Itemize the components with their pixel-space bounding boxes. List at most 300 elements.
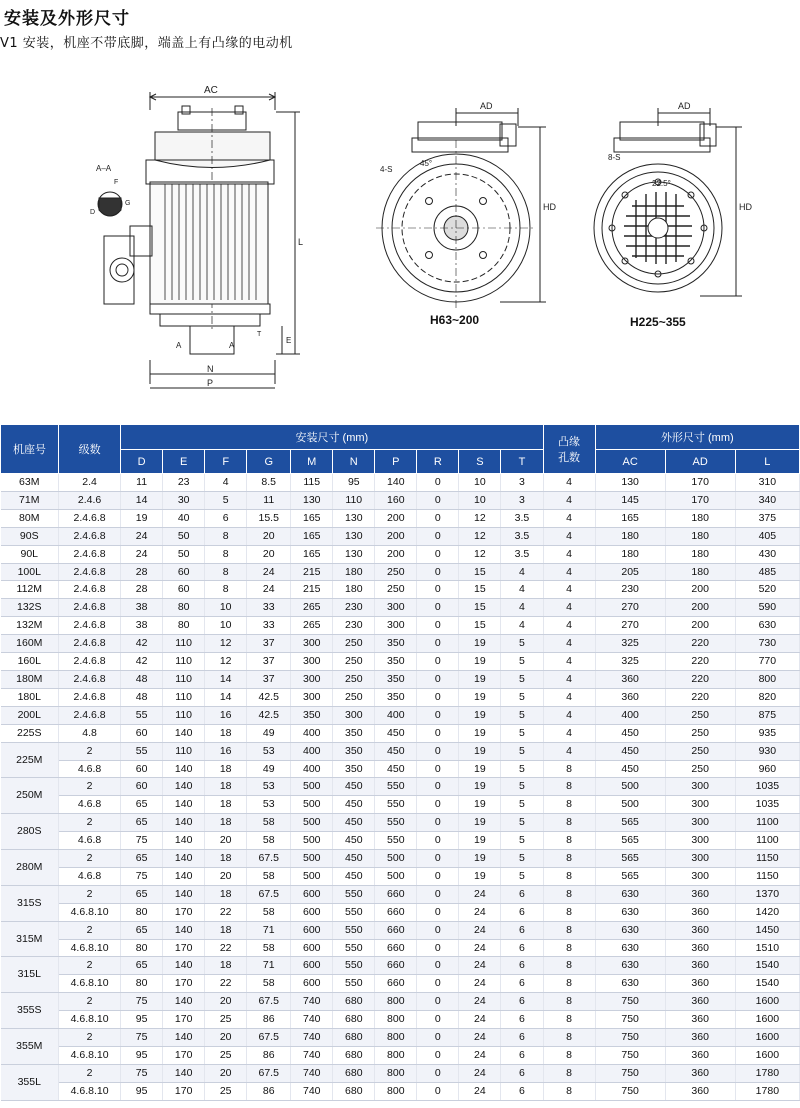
cell-holes: 8: [543, 957, 595, 975]
cell-m: 740: [291, 1082, 333, 1100]
cell-s: 19: [459, 796, 501, 814]
cell-holes: 4: [543, 688, 595, 706]
cell-l: 1370: [735, 885, 799, 903]
cell-poles: 2: [59, 921, 121, 939]
cell-t: 5: [501, 796, 543, 814]
cell-poles: 4.6.8: [59, 796, 121, 814]
cell-f: 16: [205, 706, 247, 724]
cell-ac: 500: [595, 778, 665, 796]
cell-ac: 180: [595, 545, 665, 563]
cell-e: 140: [163, 957, 205, 975]
table-row: [1, 975, 800, 993]
cell-f: 8: [205, 527, 247, 545]
cell-e: 60: [163, 563, 205, 581]
cell-poles: 4.6.8.10: [59, 939, 121, 957]
cell-holes: 8: [543, 850, 595, 868]
cell-n: 450: [333, 814, 375, 832]
dim-t-label: T: [257, 331, 262, 338]
cell-n: 450: [333, 850, 375, 868]
cell-f: 8: [205, 545, 247, 563]
cell-l: 960: [735, 760, 799, 778]
header-col-e: E: [163, 450, 205, 474]
cell-poles: 2: [59, 778, 121, 796]
cell-r: 0: [417, 670, 459, 688]
cell-p: 500: [375, 867, 417, 885]
cell-m: 165: [291, 509, 333, 527]
cell-ac: 750: [595, 993, 665, 1011]
cell-m: 740: [291, 1047, 333, 1065]
cell-n: 550: [333, 903, 375, 921]
header-col-r: R: [417, 450, 459, 474]
cell-l: 1150: [735, 867, 799, 885]
cell-t: 5: [501, 653, 543, 671]
cell-l: 1100: [735, 832, 799, 850]
cell-g: 42.5: [247, 706, 291, 724]
cell-t: 6: [501, 939, 543, 957]
cell-ac: 450: [595, 724, 665, 742]
cell-ad: 200: [665, 599, 735, 617]
cell-n: 130: [333, 509, 375, 527]
cell-m: 500: [291, 832, 333, 850]
cell-r: 0: [417, 599, 459, 617]
cell-r: 0: [417, 850, 459, 868]
cell-t: 6: [501, 921, 543, 939]
table-row: [1, 474, 800, 492]
cell-e: 140: [163, 921, 205, 939]
cell-s: 15: [459, 617, 501, 635]
cell-g: 71: [247, 921, 291, 939]
cell-ad: 360: [665, 1047, 735, 1065]
cell-t: 6: [501, 1029, 543, 1047]
cell-ac: 230: [595, 581, 665, 599]
cell-g: 24: [247, 563, 291, 581]
cell-ac: 325: [595, 653, 665, 671]
cell-frame: 112M: [1, 581, 59, 599]
cell-ad: 200: [665, 617, 735, 635]
table-row: [1, 814, 800, 832]
cell-frame: 250M: [1, 778, 59, 814]
table-row: [1, 1082, 800, 1100]
cell-g: 58: [247, 975, 291, 993]
cell-p: 140: [375, 474, 417, 492]
cell-poles: 2: [59, 993, 121, 1011]
cell-l: 1035: [735, 778, 799, 796]
cell-ad: 170: [665, 474, 735, 492]
cell-g: 37: [247, 653, 291, 671]
cell-t: 5: [501, 724, 543, 742]
cell-f: 25: [205, 1047, 247, 1065]
table-row: [1, 581, 800, 599]
cell-e: 140: [163, 724, 205, 742]
table-row: [1, 1029, 800, 1047]
cell-r: 0: [417, 993, 459, 1011]
cell-s: 19: [459, 670, 501, 688]
cell-p: 160: [375, 491, 417, 509]
table-row: [1, 545, 800, 563]
cell-t: 5: [501, 706, 543, 724]
cell-p: 660: [375, 903, 417, 921]
header-col-ac: AC: [595, 450, 665, 474]
cell-r: 0: [417, 742, 459, 760]
cell-l: 485: [735, 563, 799, 581]
table-row: [1, 993, 800, 1011]
cell-m: 265: [291, 617, 333, 635]
cell-g: 67.5: [247, 993, 291, 1011]
cell-holes: 8: [543, 832, 595, 850]
cell-l: 590: [735, 599, 799, 617]
cell-s: 24: [459, 1082, 501, 1100]
table-row: [1, 957, 800, 975]
dim-ad-small-label: AD: [480, 101, 493, 111]
cell-e: 60: [163, 581, 205, 599]
cell-m: 130: [291, 491, 333, 509]
cell-n: 550: [333, 921, 375, 939]
cell-g: 33: [247, 599, 291, 617]
cell-n: 350: [333, 724, 375, 742]
cell-p: 660: [375, 957, 417, 975]
cell-ac: 500: [595, 796, 665, 814]
cell-holes: 4: [543, 581, 595, 599]
cell-t: 6: [501, 993, 543, 1011]
cell-g: 58: [247, 867, 291, 885]
cell-m: 740: [291, 993, 333, 1011]
cell-holes: 8: [543, 1047, 595, 1065]
cell-d: 80: [121, 975, 163, 993]
cell-f: 22: [205, 903, 247, 921]
cell-p: 300: [375, 599, 417, 617]
cell-n: 130: [333, 545, 375, 563]
cell-e: 170: [163, 1011, 205, 1029]
header-col-d: D: [121, 450, 163, 474]
cell-f: 12: [205, 653, 247, 671]
cell-holes: 8: [543, 1029, 595, 1047]
cell-m: 740: [291, 1011, 333, 1029]
cell-m: 400: [291, 760, 333, 778]
cell-d: 11: [121, 474, 163, 492]
cell-ac: 630: [595, 939, 665, 957]
cell-m: 500: [291, 778, 333, 796]
cell-l: 820: [735, 688, 799, 706]
cell-d: 24: [121, 545, 163, 563]
cell-poles: 2: [59, 814, 121, 832]
cell-n: 450: [333, 832, 375, 850]
cell-f: 18: [205, 957, 247, 975]
table-row: [1, 688, 800, 706]
cell-e: 23: [163, 474, 205, 492]
cell-ad: 220: [665, 635, 735, 653]
cell-s: 24: [459, 903, 501, 921]
cell-d: 95: [121, 1047, 163, 1065]
cell-n: 680: [333, 1047, 375, 1065]
cell-g: 67.5: [247, 1029, 291, 1047]
cell-frame: 280M: [1, 850, 59, 886]
cell-m: 300: [291, 635, 333, 653]
cell-e: 170: [163, 1082, 205, 1100]
cell-f: 8: [205, 563, 247, 581]
cell-m: 215: [291, 563, 333, 581]
cell-frame: 90L: [1, 545, 59, 563]
cell-n: 680: [333, 1029, 375, 1047]
cell-p: 800: [375, 1011, 417, 1029]
cell-n: 550: [333, 885, 375, 903]
cell-ad: 200: [665, 581, 735, 599]
cell-n: 130: [333, 527, 375, 545]
cell-ad: 300: [665, 814, 735, 832]
cell-poles: 2.4.6.8: [59, 653, 121, 671]
cell-d: 28: [121, 581, 163, 599]
cell-ac: 130: [595, 474, 665, 492]
cell-e: 110: [163, 742, 205, 760]
cell-t: 3.5: [501, 509, 543, 527]
cell-m: 500: [291, 814, 333, 832]
cell-g: 20: [247, 545, 291, 563]
cell-d: 55: [121, 742, 163, 760]
cell-f: 25: [205, 1082, 247, 1100]
table-body: [1, 474, 800, 1101]
cell-r: 0: [417, 760, 459, 778]
cell-r: 0: [417, 1047, 459, 1065]
header-col-l: L: [735, 450, 799, 474]
header-frame: 机座号: [1, 425, 59, 474]
cell-d: 65: [121, 957, 163, 975]
cell-g: 67.5: [247, 885, 291, 903]
cell-ad: 220: [665, 670, 735, 688]
side-view-drawing: [90, 85, 303, 388]
cell-t: 6: [501, 1011, 543, 1029]
cell-r: 0: [417, 957, 459, 975]
cell-p: 200: [375, 545, 417, 563]
cell-f: 18: [205, 778, 247, 796]
cell-poles: 4.8: [59, 724, 121, 742]
cell-poles: 2: [59, 1064, 121, 1082]
cell-f: 22: [205, 939, 247, 957]
cell-s: 24: [459, 921, 501, 939]
header-col-ad: AD: [665, 450, 735, 474]
cell-ad: 300: [665, 778, 735, 796]
cell-t: 6: [501, 1047, 543, 1065]
cell-t: 6: [501, 903, 543, 921]
cell-s: 10: [459, 491, 501, 509]
cell-ad: 300: [665, 832, 735, 850]
cell-n: 450: [333, 867, 375, 885]
cell-r: 0: [417, 527, 459, 545]
cell-ad: 360: [665, 1029, 735, 1047]
cell-frame: 132S: [1, 599, 59, 617]
cell-l: 1035: [735, 796, 799, 814]
cell-f: 18: [205, 850, 247, 868]
cell-e: 140: [163, 796, 205, 814]
cell-ad: 180: [665, 527, 735, 545]
cell-g: 37: [247, 670, 291, 688]
cell-s: 12: [459, 545, 501, 563]
cell-f: 18: [205, 796, 247, 814]
cell-frame: 225M: [1, 742, 59, 778]
cell-poles: 2.4.6.8: [59, 599, 121, 617]
cell-p: 660: [375, 975, 417, 993]
cell-r: 0: [417, 796, 459, 814]
cell-p: 800: [375, 1064, 417, 1082]
cell-m: 300: [291, 653, 333, 671]
cell-poles: 2: [59, 1029, 121, 1047]
cell-l: 930: [735, 742, 799, 760]
cell-g: 37: [247, 635, 291, 653]
cell-m: 500: [291, 850, 333, 868]
cell-ad: 360: [665, 903, 735, 921]
cell-t: 3.5: [501, 545, 543, 563]
cell-poles: 2: [59, 850, 121, 868]
table-row: [1, 939, 800, 957]
cell-l: 730: [735, 635, 799, 653]
cell-holes: 8: [543, 867, 595, 885]
cell-m: 165: [291, 527, 333, 545]
cell-poles: 2.4.6: [59, 491, 121, 509]
cell-f: 18: [205, 885, 247, 903]
cell-ad: 250: [665, 724, 735, 742]
cell-frame: 100L: [1, 563, 59, 581]
cell-l: 1780: [735, 1064, 799, 1082]
cell-l: 1600: [735, 1029, 799, 1047]
header-col-s: S: [459, 450, 501, 474]
cell-frame: 80M: [1, 509, 59, 527]
cell-m: 600: [291, 975, 333, 993]
cell-holes: 4: [543, 527, 595, 545]
cell-r: 0: [417, 885, 459, 903]
cell-f: 10: [205, 599, 247, 617]
front-view-large-drawing: [594, 101, 752, 329]
cell-frame: 63M: [1, 474, 59, 492]
cell-l: 310: [735, 474, 799, 492]
cell-e: 110: [163, 688, 205, 706]
cell-n: 680: [333, 1011, 375, 1029]
cell-g: 58: [247, 903, 291, 921]
cell-holes: 8: [543, 975, 595, 993]
cell-d: 28: [121, 563, 163, 581]
cell-ac: 565: [595, 814, 665, 832]
cell-ad: 360: [665, 1082, 735, 1100]
cell-m: 740: [291, 1064, 333, 1082]
cell-s: 24: [459, 939, 501, 957]
cell-f: 10: [205, 617, 247, 635]
cell-r: 0: [417, 1064, 459, 1082]
table-row: [1, 653, 800, 671]
cell-d: 19: [121, 509, 163, 527]
cell-s: 19: [459, 814, 501, 832]
cell-poles: 2.4.6.8: [59, 706, 121, 724]
cell-n: 250: [333, 688, 375, 706]
cell-f: 16: [205, 742, 247, 760]
cell-ac: 400: [595, 706, 665, 724]
cell-ac: 750: [595, 1047, 665, 1065]
cell-n: 230: [333, 617, 375, 635]
cell-holes: 4: [543, 617, 595, 635]
cell-e: 170: [163, 903, 205, 921]
cell-ad: 360: [665, 1064, 735, 1082]
table-row: [1, 742, 800, 760]
cell-p: 450: [375, 724, 417, 742]
cell-p: 660: [375, 921, 417, 939]
cell-holes: 8: [543, 939, 595, 957]
cell-e: 140: [163, 1029, 205, 1047]
cell-d: 95: [121, 1082, 163, 1100]
cell-ac: 165: [595, 509, 665, 527]
cell-s: 15: [459, 581, 501, 599]
cell-p: 250: [375, 563, 417, 581]
cell-poles: 2: [59, 957, 121, 975]
cell-m: 600: [291, 957, 333, 975]
cell-n: 450: [333, 796, 375, 814]
cell-f: 22: [205, 975, 247, 993]
cell-ac: 205: [595, 563, 665, 581]
cell-e: 40: [163, 509, 205, 527]
cell-f: 25: [205, 1011, 247, 1029]
cell-ad: 360: [665, 885, 735, 903]
header-outline-group: 外形尺寸 (mm): [595, 425, 799, 450]
cell-f: 20: [205, 1064, 247, 1082]
dim-hd-large-label: HD: [739, 202, 752, 212]
cell-holes: 4: [543, 653, 595, 671]
cell-p: 800: [375, 993, 417, 1011]
cell-t: 4: [501, 599, 543, 617]
cell-r: 0: [417, 491, 459, 509]
cell-f: 14: [205, 670, 247, 688]
table-row: [1, 563, 800, 581]
cell-n: 450: [333, 778, 375, 796]
cell-r: 0: [417, 706, 459, 724]
cell-ac: 630: [595, 885, 665, 903]
cell-n: 230: [333, 599, 375, 617]
cell-d: 65: [121, 885, 163, 903]
cell-r: 0: [417, 688, 459, 706]
cell-d: 65: [121, 850, 163, 868]
cell-l: 1150: [735, 850, 799, 868]
cell-e: 140: [163, 760, 205, 778]
cell-holes: 8: [543, 778, 595, 796]
cell-d: 75: [121, 1064, 163, 1082]
cell-r: 0: [417, 832, 459, 850]
cell-d: 38: [121, 617, 163, 635]
cell-r: 0: [417, 903, 459, 921]
table-row: [1, 1047, 800, 1065]
cell-m: 265: [291, 599, 333, 617]
table-row: [1, 670, 800, 688]
cell-ac: 450: [595, 742, 665, 760]
cell-d: 14: [121, 491, 163, 509]
cell-frame: 355L: [1, 1064, 59, 1100]
cell-g: 53: [247, 778, 291, 796]
cell-g: 15.5: [247, 509, 291, 527]
cell-r: 0: [417, 474, 459, 492]
dim-l-label: L: [298, 237, 304, 247]
table-row: [1, 509, 800, 527]
cell-f: 5: [205, 491, 247, 509]
cell-g: 67.5: [247, 850, 291, 868]
cell-frame: 160M: [1, 635, 59, 653]
table-row: [1, 921, 800, 939]
cell-ac: 145: [595, 491, 665, 509]
cell-e: 110: [163, 670, 205, 688]
cell-t: 5: [501, 635, 543, 653]
cell-ad: 300: [665, 850, 735, 868]
header-col-t: T: [501, 450, 543, 474]
cell-r: 0: [417, 939, 459, 957]
cell-d: 75: [121, 867, 163, 885]
cell-d: 60: [121, 760, 163, 778]
cell-g: 71: [247, 957, 291, 975]
cell-t: 3: [501, 474, 543, 492]
table-row: [1, 724, 800, 742]
cell-holes: 4: [543, 563, 595, 581]
cell-s: 19: [459, 867, 501, 885]
